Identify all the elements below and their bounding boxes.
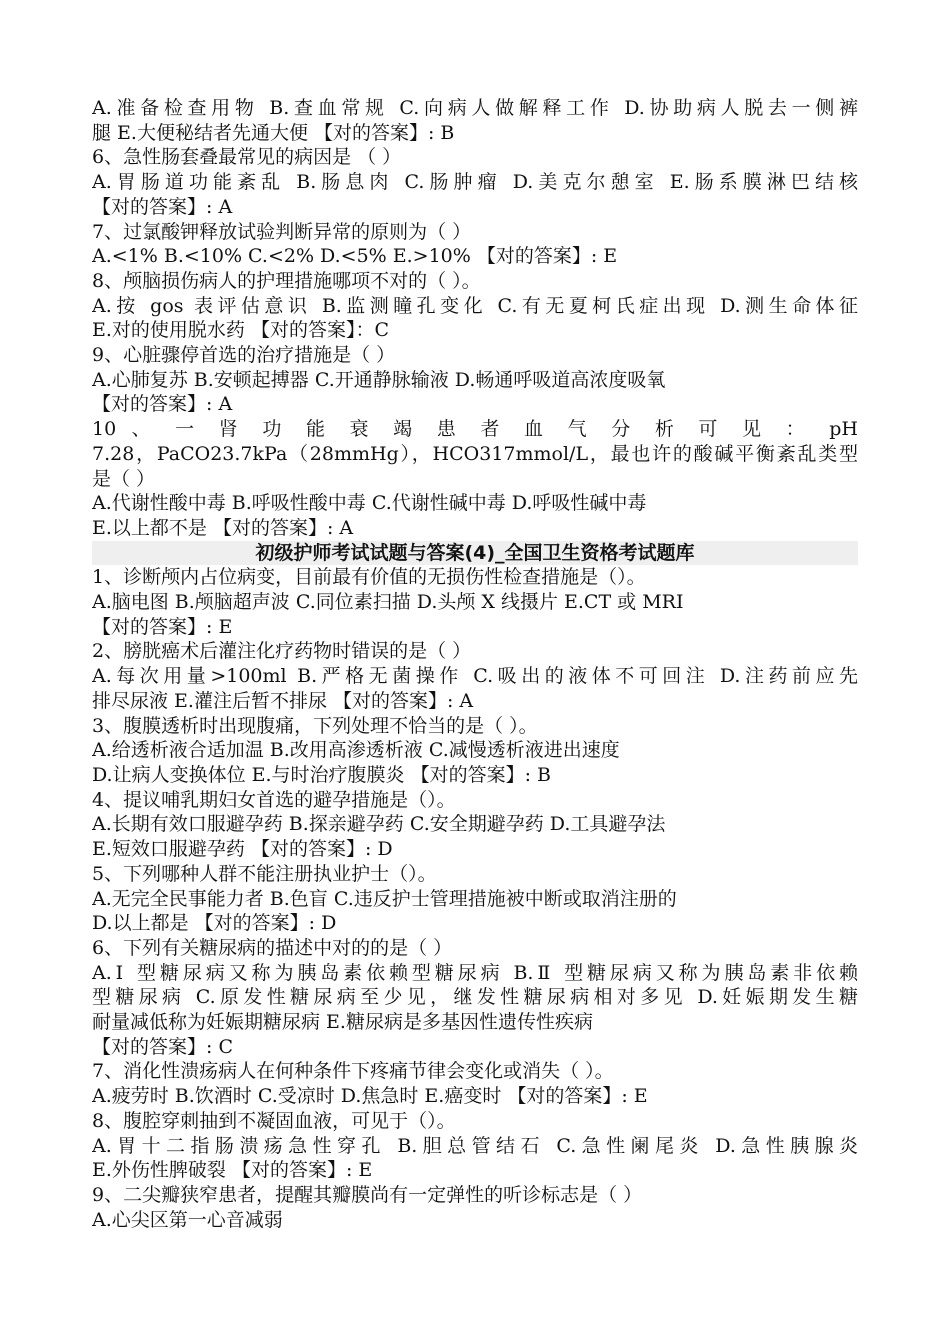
text-line: A.心尖区第一心音减弱 [92,1208,283,1231]
text-line: 1、诊断颅内占位病变，目前最有价值的无损伤性检查措施是（）。 [92,566,646,589]
text-line: A.胃肠道功能紊乱 B.肠息肉 C.肠肿瘤 D.美克尔憩室 E.肠系膜淋巴结核 [92,171,858,194]
text-line: 9、二尖瓣狭窄患者，提醒其瓣膜尚有一定弹性的听诊标志是（ ） [92,1183,643,1206]
text-line: 【对的答案】: A [92,195,233,218]
text-line: D.让病人变换体位 E.与时治疗腹膜炎 【对的答案】: B [92,763,551,786]
text-line: 7、消化性溃疡病人在何种条件下疼痛节律会变化或消失（ ）。 [92,1060,614,1083]
text-line: 【对的答案】: A [92,393,233,416]
question-block-previous [92,96,858,541]
text-line: 8、腹腔穿刺抽到不凝固血液，可见于（）。 [92,1109,456,1132]
text-line: 腿 E.大便秘结者先通大便 【对的答案】: B [92,121,455,144]
question-block-section-4 [92,565,858,1232]
text-line: A.脑电图 B.颅脑超声波 C.同位素扫描 D.头颅 X 线摄片 E.CT 或 MRI [92,591,684,614]
text-line: A.给透析液合适加温 B.改用高渗透析液 C.减慢透析液进出速度 [92,739,620,762]
section-heading: 初级护师考试试题与答案(4)_全国卫生资格考试题库 [92,541,858,566]
text-line: A.无完全民事能力者 B.色盲 C.违反护士管理措施被中断或取消注册的 [92,887,677,910]
text-line: E.外伤性脾破裂 【对的答案】: E [92,1159,373,1182]
text-line: D.以上都是 【对的答案】: D [92,912,337,935]
text-line: 6、下列有关糖尿病的描述中对的的是（ ） [92,936,453,959]
text-line: 7.28，PaCO23.7kPa（28mmHg），HCO317mmol/L，最也许的酸碱平衡紊乱类型 [92,442,858,465]
text-line: 9、心脏骤停首选的治疗措施是（ ） [92,344,396,367]
text-line: 排尽尿液 E.灌注后暂不排尿 【对的答案】: A [92,689,474,712]
text-line: 2、膀胱癌术后灌注化疗药物时错误的是（ ） [92,640,472,663]
text-line: 【对的答案】: E [92,615,233,638]
text-line: 8、颅脑损伤病人的护理措施哪项不对的（ ）。 [92,269,481,292]
text-line: 4、提议哺乳期妇女首选的避孕措施是（）。 [92,788,456,811]
text-line: 10 、 一 肾 功 能 衰 竭 患 者 血 气 分 析 可 见 ： pH [92,418,858,441]
text-line: A.胃十二指肠溃疡急性穿孔 B.胆总管结石 C.急性阑尾炎 D.急性胰腺炎 [92,1134,858,1157]
text-line: A.代谢性酸中毒 B.呼吸性酸中毒 C.代谢性碱中毒 D.呼吸性碱中毒 [92,492,647,515]
text-line: 耐量减低称为妊娠期糖尿病 E.糖尿病是多基因性遗传性疾病 [92,1011,593,1034]
text-line: A.疲劳时 B.饮酒时 C.受凉时 D.焦急时 E.癌变时 【对的答案】: E [92,1085,648,1108]
text-line: A.长期有效口服避孕药 B.探亲避孕药 C.安全期避孕药 D.工具避孕法 [92,813,666,836]
text-line: A.准备检查用物 B.查血常规 C.向病人做解释工作 D.协助病人脱去一侧裤 [92,97,858,119]
text-line: A.Ⅰ 型糖尿病又称为胰岛素依赖型糖尿病 B.Ⅱ 型糖尿病又称为胰岛素非依赖 [92,961,858,984]
text-line: A.心肺复苏 B.安顿起搏器 C.开通静脉输液 D.畅通呼吸道高浓度吸氧 [92,368,666,391]
text-line: A.<1% B.<10% C.<2% D.<5% E.>10% 【对的答案】: E [92,245,618,268]
text-line: 7、过氯酸钾释放试验判断异常的原则为（ ） [92,220,472,243]
text-line: E.对的使用脱水药 【对的答案】：C [92,319,389,342]
text-line: 3、腹膜透析时出现腹痛，下列处理不恰当的是（ ）。 [92,714,538,737]
text-line: A.每次用量>100ml B.严格无菌操作 C.吸出的液体不可回注 D.注药前应先 [92,665,858,688]
text-line: 5、下列哪种人群不能注册执业护士（）。 [92,862,437,885]
text-line: 是（ ） [92,467,156,490]
text-line: 【对的答案】: C [92,1035,233,1058]
text-line: 型糖尿病 C.原发性糖尿病至少见，继发性糖尿病相对多见 D.妊娠期发生糖 [92,986,858,1009]
text-line: E.以上都不是 【对的答案】: A [92,516,354,539]
text-line: 6、急性肠套叠最常见的病因是 （ ） [92,146,402,169]
text-line: E.短效口服避孕药 【对的答案】: D [92,838,393,861]
text-line: A.按 gos 表评估意识 B.监测瞳孔变化 C.有无夏柯氏症出现 D.测生命体征 [92,294,858,317]
